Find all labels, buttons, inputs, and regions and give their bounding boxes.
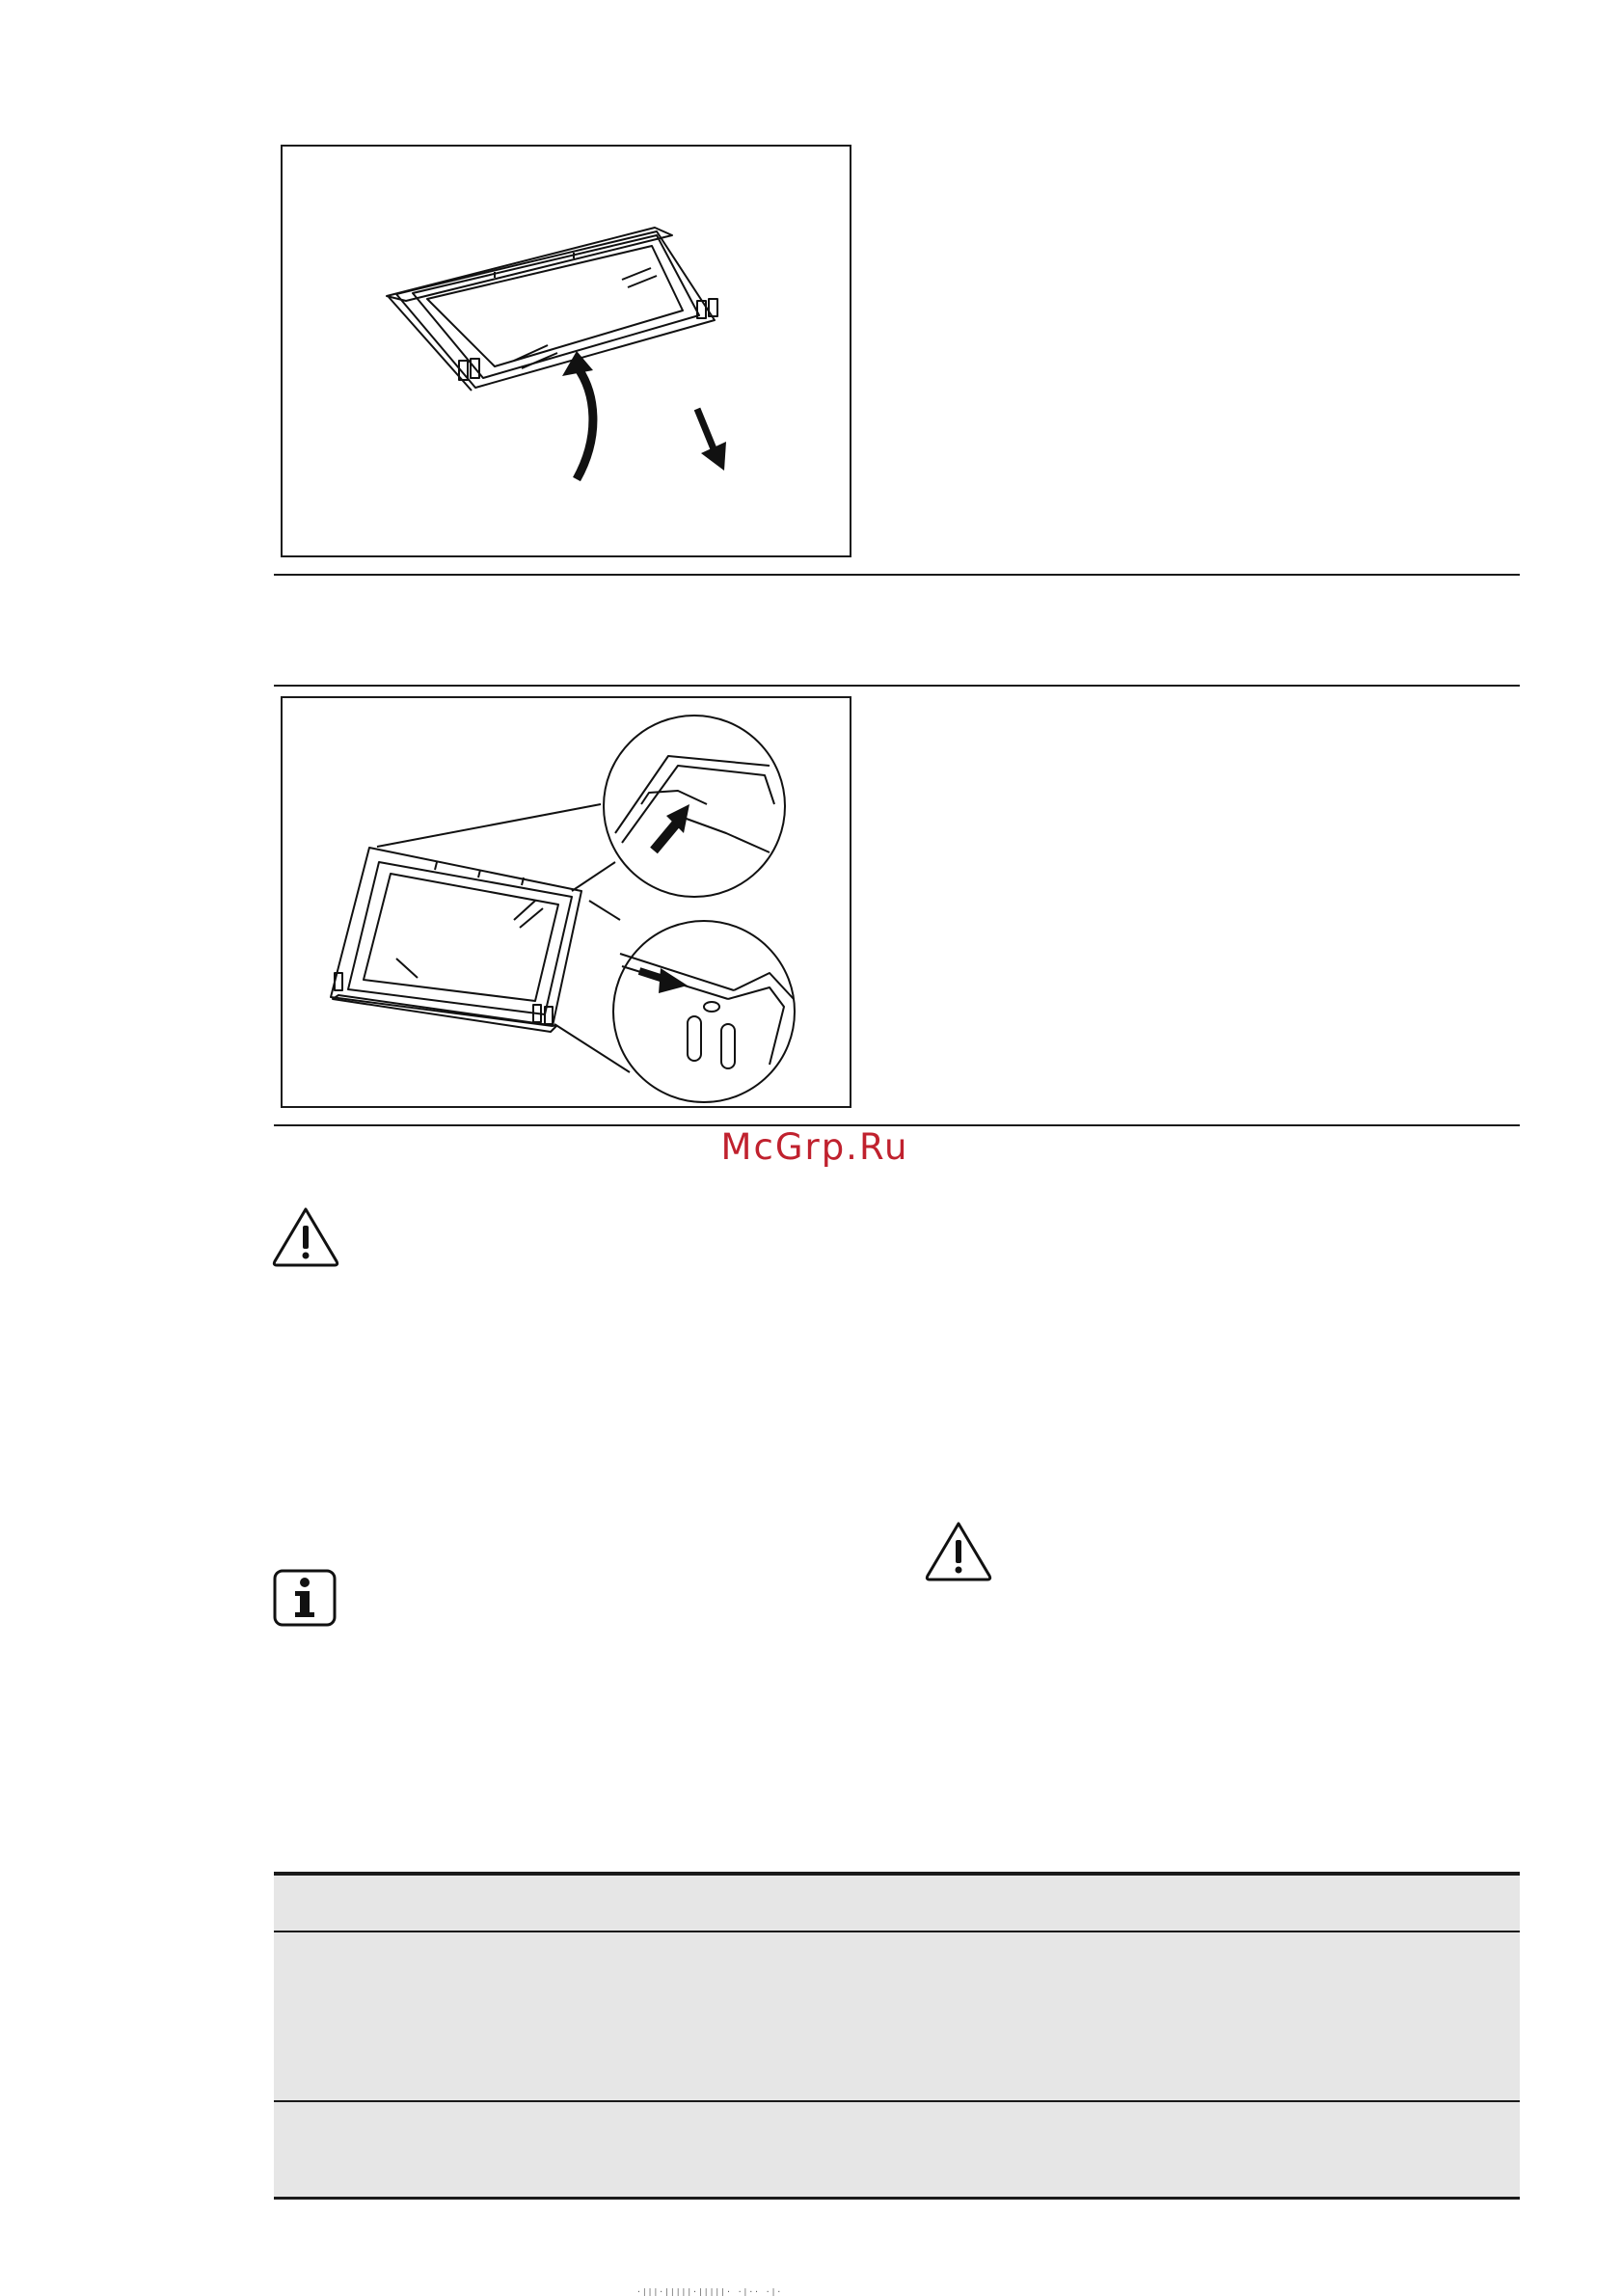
section-divider [274, 574, 1520, 576]
warning-triangle-icon [924, 1520, 993, 1581]
table-bottom-rule [274, 2197, 1520, 2200]
table-header-row [274, 1876, 1520, 1931]
door-panel-insert-detail-illustration [283, 698, 850, 1106]
watermark: McGrp.Ru [720, 1126, 909, 1168]
door-glass-insert-figure [281, 696, 851, 1108]
door-glass-lift-figure [281, 145, 851, 557]
table-row [274, 2102, 1520, 2197]
warning-triangle-icon [271, 1205, 340, 1267]
footer-marks: ·|||·|||||·|||||· ·|·· ·|· [636, 2287, 783, 2296]
section-divider [274, 685, 1520, 687]
information-icon [272, 1568, 338, 1628]
door-panel-lift-out-illustration [283, 147, 850, 555]
data-table [274, 1872, 1520, 2200]
table-row [274, 1932, 1520, 2100]
